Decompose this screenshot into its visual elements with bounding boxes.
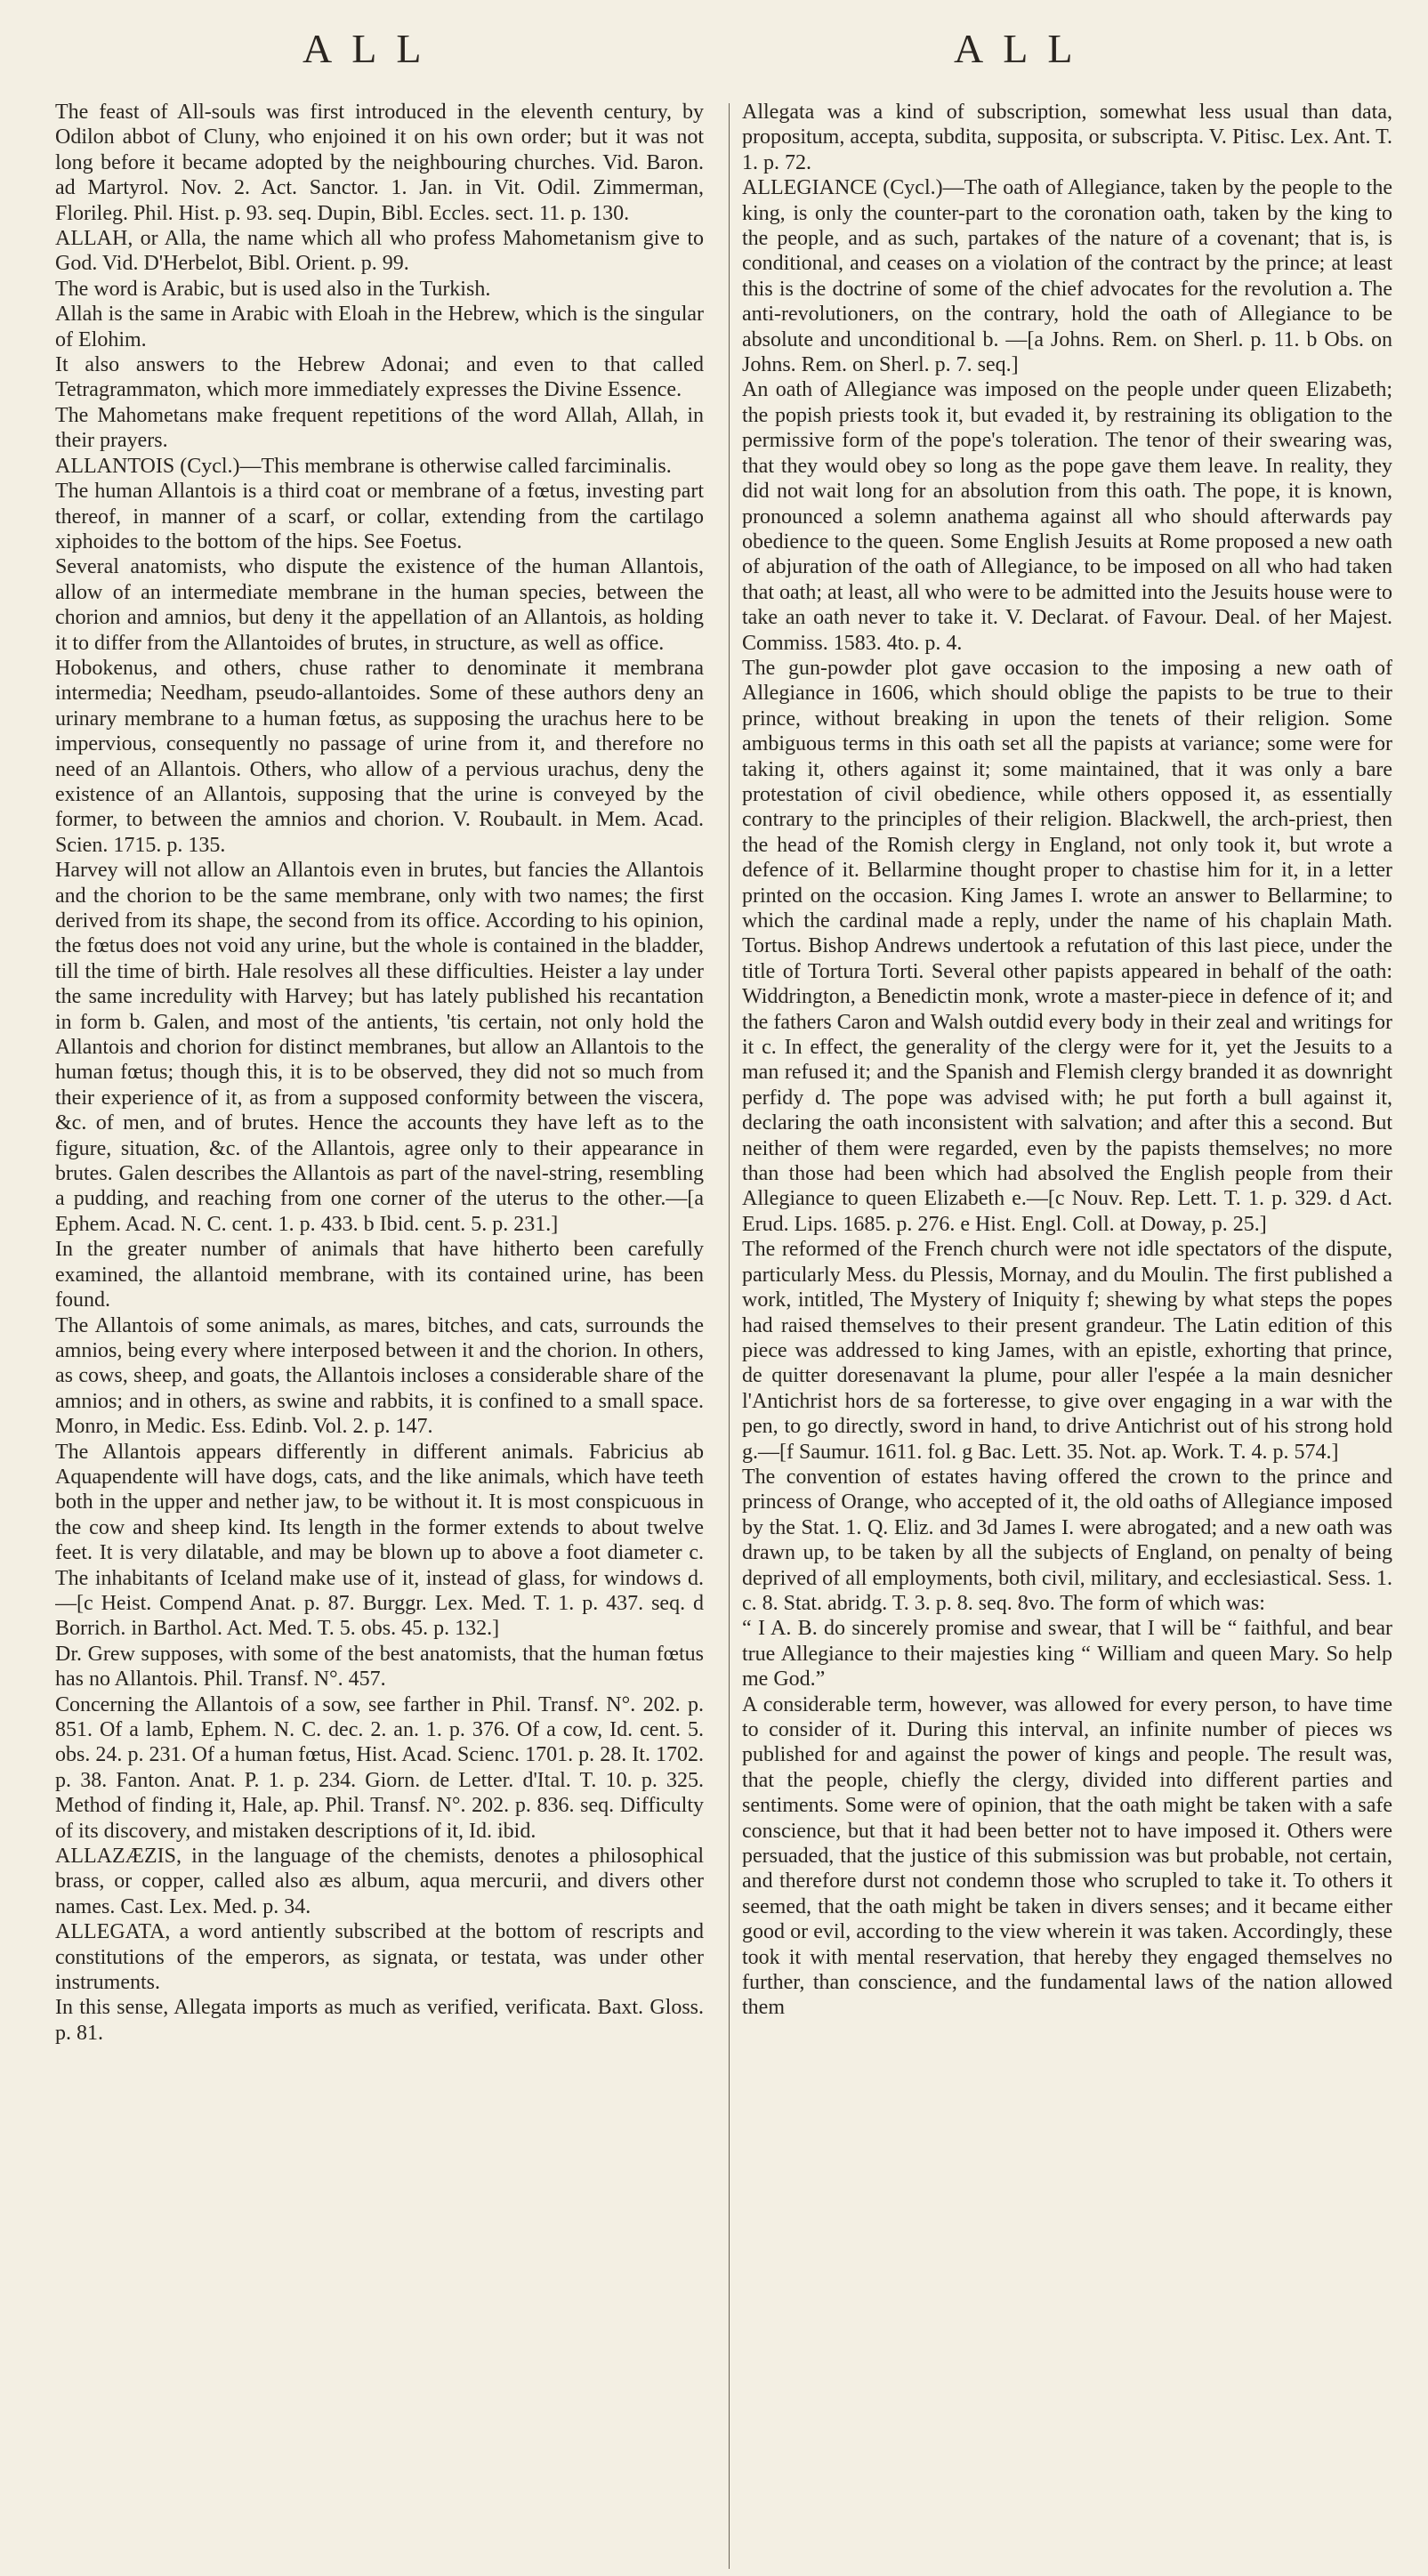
- paragraph: In this sense, Allegata imports as much as verified, verificata. Baxt. Gloss. p. 81.: [55, 1996, 705, 2045]
- entry-allah: ALLAH, or Alla, the name which all who profess Mahometanism give to God. Vid. D'Herbelot, Bibl. Orient. p. 99.: [55, 227, 705, 276]
- paragraph: The reformed of the French church were not idle spectators of the dispute, particularly Mess. du Plessis, Mornay, and du Moulin. The first published a work, intitled, The Mystery of Iniquity f; shewing by what steps the popes had raised themselves to their present grandeur. The Latin edition of this piece was addressed to king James, with an epistle, exhorting that prince, de quitter doresenavant la plume, pour aller l'espée a la main desnicher l'Antichrist hors de sa forteresse, to give over engaging in a war with the pen, to go directly, sword in hand, to drive Antichrist out of his strong hold g.—[f Saumur. 1611. fol. g Bac. Lett. 35. Not. ap. Work. T. 4. p. 574.]: [742, 1238, 1392, 1464]
- left-column: [55, 100, 704, 2569]
- running-heads: [55, 25, 1373, 87]
- paragraph: Allah is the same in Arabic with Eloah in the Hebrew, which is the singular of Elohim.: [55, 303, 705, 351]
- paragraph: Allegata was a kind of subscription, somewhat less usual than data, propositum, accepta, subdita, supposita, or subscripta. V. Pitisc. Lex. Ant. T. 1. p. 72.: [742, 101, 1392, 174]
- paragraph: Several anatomists, who dispute the existence of the human Allantois, allow of an intermediate membrane in the human species, between the chorion and amnios, but deny it the appellation of an Allantois, as holding it to differ from the Allantoides of brutes, in structure, as well as office.: [55, 555, 705, 655]
- running-head-right: ALL: [954, 26, 1093, 71]
- paragraph: The gun-powder plot gave occasion to the imposing a new oath of Allegiance in 1606, which should oblige the papists to be true to their prince, without breaking in upon the tenets of their religion. Some ambiguous terms in this oath set all the papists at variance; some were for taking it, others against it; some maintained, that it was only a bare protestation of civil obedience, while others opposed it, as essentially contrary to the principles of their religion. Blackwell, the arch-priest, then the head of the Romish clergy in England, not only took it, but wrote a defence of it. Bellarmine thought proper to chastise him for it, in a letter printed on the occasion. King James I. wrote an answer to Bellarmine; to which the cardinal made a reply, under the name of his chaplain Math. Tortus. Bishop Andrews undertook a refutation of this last piece, under the title of Tortura Torti. Several other papists appeared in behalf of the oath: Widdrington, a Benedictin monk, wrote a master-piece in defence of it; and the fathers Caron and Walsh outdid every body in their zeal and writings for it c. In effect, the generality of the clergy were for it, yet the Jesuits to a man refused it; and the Spanish and Flemish clergy branded it as downright perfidy d. The pope was advised with; he put forth a bull against it, declaring the oath inconsistent with salvation; and after this a second. But neither of them were regarded, even by the papists themselves; no more than those had been which had absolved the English people from their Allegiance to queen Elizabeth e.—[c Nouv. Rep. Lett. T. 1. p. 329. d Act. Erud. Lips. 1685. p. 276. e Hist. Engl. Coll. at Doway, p. 25.]: [742, 656, 1392, 1236]
- paragraph: The human Allantois is a third coat or membrane of a fœtus, investing part thereof, in manner of a scarf, or collar, extending from the cartilago xiphoides to the bottom of the hips. See Foetus.: [55, 480, 705, 553]
- paragraph: The convention of estates having offered the crown to the prince and princess of Orange, who accepted of it, the old oaths of Allegiance imposed by the Stat. 1. Q. Eliz. and 3d James I. were abrogated; and a new oath was drawn up, to be taken by all the subjects of England, on penalty of being deprived of all employments, both civil, military, and ecclesiastical. Sess. 1. c. 8. Stat. abridg. T. 3. p. 8. seq. 8vo. The form of which was:: [742, 1465, 1392, 1615]
- paragraph: In the greater number of animals that have hitherto been carefully examined, the allantoid membrane, with its contained urine, has been found.: [55, 1238, 705, 1312]
- entry-allegiance: ALLEGIANCE (Cycl.)—The oath of Allegiance, taken by the people to the king, is only the counter-part to the coronation oath, taken by the king to the people, and as such, partakes of the nature of a covenant; that is, is conditional, and ceases on a violation of the contract by the prince; at least this is the doctrine of some of the chief advocates for the revolution a. The anti-revolutioners, on the contrary, hold the oath of Allegiance to be absolute and unconditional b. —[a Johns. Rem. on Sherl. p. 11. b Obs. on Johns. Rem. on Sherl. p. 7. seq.]: [742, 176, 1392, 377]
- paragraph: Harvey will not allow an Allantois even in brutes, but fancies the Allantois and the chorion to be the same membrane, only with two names; the first derived from its shape, the second from its office. According to his opinion, the fœtus does not void any urine, but the whole is contained in the bladder, till the time of birth. Hale resolves all these difficulties. Heister a lay under the same incredulity with Harvey; but has lately published his recantation in form b. Galen, and most of the antients, 'tis certain, not only hold the Allantois and chorion for distinct membranes, but allow an Allantois to the human fœtus; though this, it is to be observed, they did not so much from their experience of it, as from a supposed conformity between the viscera, &c. of men, and of brutes. Hence the accounts they have left as to the figure, situation, &c. of the Allantois, agree only to their appearance in brutes. Galen describes the Allantois as part of the navel-string, resembling a pudding, and reaching from one corner of the uterus to the other.—[a Ephem. Acad. N. C. cent. 1. p. 433. b Ibid. cent. 5. p. 231.]: [55, 859, 705, 1236]
- running-head-left: ALL: [303, 26, 441, 71]
- right-column: [742, 100, 1392, 2569]
- paragraph: Dr. Grew supposes, with some of the best anatomists, that the human fœtus has no Allantois. Phil. Transf. N°. 457.: [55, 1642, 705, 1692]
- two-column-body: [55, 100, 1392, 2569]
- paragraph: The Allantois of some animals, as mares, bitches, and cats, surrounds the amnios, being every where interposed between it and the chorion. In others, as cows, sheep, and goats, the Allantois incloses a considerable share of the amnios; and in others, as swine and rabbits, it is confined to a small space. Monro, in Medic. Ess. Edinb. Vol. 2. p. 147.: [55, 1313, 705, 1439]
- column-divider: [729, 103, 730, 2569]
- paragraph: An oath of Allegiance was imposed on the people under queen Elizabeth; the popish priests took it, but evaded it, by restraining its obligation to the permissive form of the pope's toleration. The tenor of their swearing was, that they would obey so long as the pope gave them leave. In reality, they did not wait long for an absolution from this oath. The pope, it is known, pronounced a solemn anathema against all who should afterwards pay obedience to the queen. Some English Jesuits at Rome proposed a new oath of abjuration of the oath of Allegiance, to be imposed on all who had taken that oath; at least, all who were to be admitted into the Jesuits house were to take an oath never to take it. V. Declarat. of Favour. Deal. of her Majest. Commiss. 1583. 4to. p. 4.: [742, 378, 1392, 655]
- paragraph: The word is Arabic, but is used also in the Turkish.: [55, 277, 491, 301]
- entry-allantois: ALLANTOIS (Cycl.)—This membrane is otherwise called farciminalis.: [55, 454, 672, 478]
- entry-allazaezis: ALLAZÆZIS, in the language of the chemists, denotes a philosophical brass, or copper, called also æs album, aqua mercurii, and divers other names. Cast. Lex. Med. p. 34.: [55, 1845, 705, 1918]
- paragraph: The Allantois appears differently in different animals. Fabricius ab Aquapendente will have dogs, cats, and the like animals, which have teeth both in the upper and nether jaw, to be without it. It is most conspicuous in the cow and sheep kind. Its length in the former extends to about twelve feet. It is very dilatable, and may be blown up to above a foot diameter c. The inhabitants of Iceland make use of it, instead of glass, for windows d.—[c Heist. Compend Anat. p. 87. Burggr. Lex. Med. T. 1. p. 437. seq. d Borrich. in Barthol. Act. Med. T. 5. obs. 45. p. 132.]: [55, 1440, 705, 1641]
- paragraph: Hobokenus, and others, chuse rather to denominate it membrana intermedia; Needham, pseudo-allantoides. Some of these authors deny an urinary membrane to a human fœtus, as supposing the urachus here to be impervious, consequently no passage of urine from it, and therefore no need of an Allantois. Others, who allow of a pervious urachus, deny the existence of an Allantois, supposing that the urine is conveyed by the former, to between the amnios and chorion. V. Roubault. in Mem. Acad. Scien. 1715. p. 135.: [55, 656, 705, 857]
- paragraph: The feast of All-souls was first introduced in the eleventh century, by Odilon abbot of Cluny, who enjoined it on his own order; but it was not long before it became adopted by the neighbouring churches. Vid. Baron. ad Martyrol. Nov. 2. Act. Sanctor. 1. Jan. in Vit. Odil. Zimmerman, Florileg. Phil. Hist. p. 93. seq. Dupin, Bibl. Eccles. sect. 11. p. 130.: [55, 101, 705, 225]
- entry-allegata: ALLEGATA, a word antiently subscribed at the bottom of rescripts and constitutions of the emperors, as signata, or testata, was under other instruments.: [55, 1920, 705, 1995]
- paragraph: A considerable term, however, was allowed for every person, to have time to consider of it. During this interval, an infinite number of pieces ws published for and against the power of kings and people. The result was, that the people, chiefly the clergy, divided into different parties and sentiments. Some were of opinion, that the oath might be taken with a safe conscience, but that it had been better not to have imposed it. Others were persuaded, that the justice of this submission was but probable, not certain, and therefore durst not condemn those who scrupled to take it. To others it seemed, that the oath might be taken in divers senses; and it became either good or evil, according to the view wherein it was taken. Accordingly, these took it with mental reservation, that hereby they engaged themselves no further, than conscience, and the fundamental laws of the nation allowed them: [742, 1692, 1392, 2020]
- paragraph: The Mahometans make frequent repetitions of the word Allah, Allah, in their prayers.: [55, 403, 705, 453]
- oath-quotation: “ I A. B. do sincerely promise and swear, that I will be “ faithful, and bear true Allegiance to their majesties king “ William and queen Mary. So help me God.”: [742, 1617, 1392, 1692]
- paragraph: It also answers to the Hebrew Adonai; and even to that called Tetragrammaton, which more immediately expresses the Divine Essence.: [55, 353, 705, 402]
- paragraph: Concerning the Allantois of a sow, see farther in Phil. Transf. N°. 202. p. 851. Of a lamb, Ephem. N. C. dec. 2. an. 1. p. 376. Of a cow, Id. cent. 5. obs. 24. p. 231. Of a human fœtus, Hist. Acad. Scienc. 1701. p. 28. It. 1702. p. 38. Fanton. Anat. P. 1. p. 234. Giorn. de Letter. d'Ital. T. 10. p. 325. Method of finding it, Hale, ap. Phil. Transf. N°. 202. p. 836. seq. Difficulty of its discovery, and mistaken descriptions of it, Id. ibid.: [55, 1692, 705, 1843]
